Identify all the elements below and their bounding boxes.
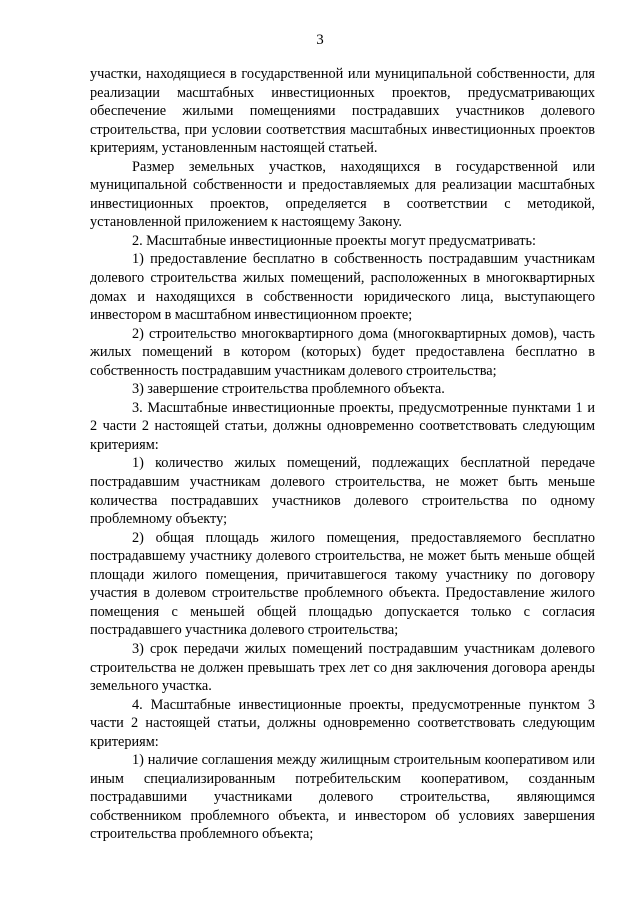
paragraph-part-3-item-1: 1) количество жилых помещений, подлежащих бесплатной передаче пострадавшим участникам долевого строительства, не может быть меньше количества пострадавших участников долевого строительства по одному проблемному объекту; xyxy=(90,455,595,528)
paragraph-part-3-intro: 3. Масштабные инвестиционные проекты, предусмотренные пунктами 1 и 2 части 2 настоящей статьи, должны одновременно соответствовать следующим критериям: xyxy=(90,399,595,453)
paragraph-part-3-item-3: 3) срок передачи жилых помещений пострадавшим участникам долевого строительства не должен превышать трех лет со дня заключения договора аренды земельного участка. xyxy=(90,640,595,695)
paragraph-part-4-intro: 4. Масштабные инвестиционные проекты, предусмотренные пунктом 3 части 2 настоящей статьи, должны одновременно соответствовать следующим критериям: xyxy=(90,696,595,750)
paragraph-part-3-item-2: 2) общая площадь жилого помещения, предоставляемого бесплатно пострадавшему участнику долевого строительства, не может быть меньше общей площади жилого помещения, причитавшегося такому участнику по договору участия в долевом строительстве проблемного объекта. Предоставление жилого помещения с меньшей общей площадью допускается только с согласия пострадавшего участника долевого строительства; xyxy=(90,529,595,639)
paragraph-continuation: участки, находящиеся в государственной или муниципальной собственности, для реализации масштабных инвестиционных проектов, предусматривающих обеспечение жилыми помещениями пострадавших участников долевого строительства, при условии соответствия масштабных инвестиционных проектов критериям, установленным настоящей статьей. xyxy=(90,66,595,157)
paragraph-part-2-item-1: 1) предоставление бесплатно в собственность пострадавшим участникам долевого строительства жилых помещений, расположенных в многоквартирных домах и находящихся в собственности юридического лица, выступающего инвестором в масштабном инвестиционном проекте; xyxy=(90,251,595,324)
paragraph-part-4-item-1: 1) наличие соглашения между жилищным строительным кооперативом или иным специализированным потребительским кооперативом, созданным пострадавшими участниками долевого строительства, являющимся собственником проблемного объекта, и инвестором об условиях завершения строительства проблемного объекта; xyxy=(90,752,595,843)
paragraph-land-plot-size: Размер земельных участков, находящихся в государственной или муниципальной собственности и предоставляемых для реализации масштабных инвестиционных проектов, определяется в соответствии с методикой, установленной приложением к настоящему Закону. xyxy=(90,158,595,231)
document-body xyxy=(90,65,595,844)
paragraph-part-2-intro: 2. Масштабные инвестиционные проекты могут предусматривать: xyxy=(132,232,536,249)
page-number: 3 xyxy=(316,32,324,48)
paragraph-part-2-item-2: 2) строительство многоквартирного дома (многоквартирных домов), часть жилых помещений в котором (которых) будет предоставлена бесплатно в собственность пострадавшим участникам долевого строительства; xyxy=(90,325,595,379)
paragraph-part-2-item-3: 3) завершение строительства проблемного объекта. xyxy=(132,381,445,398)
